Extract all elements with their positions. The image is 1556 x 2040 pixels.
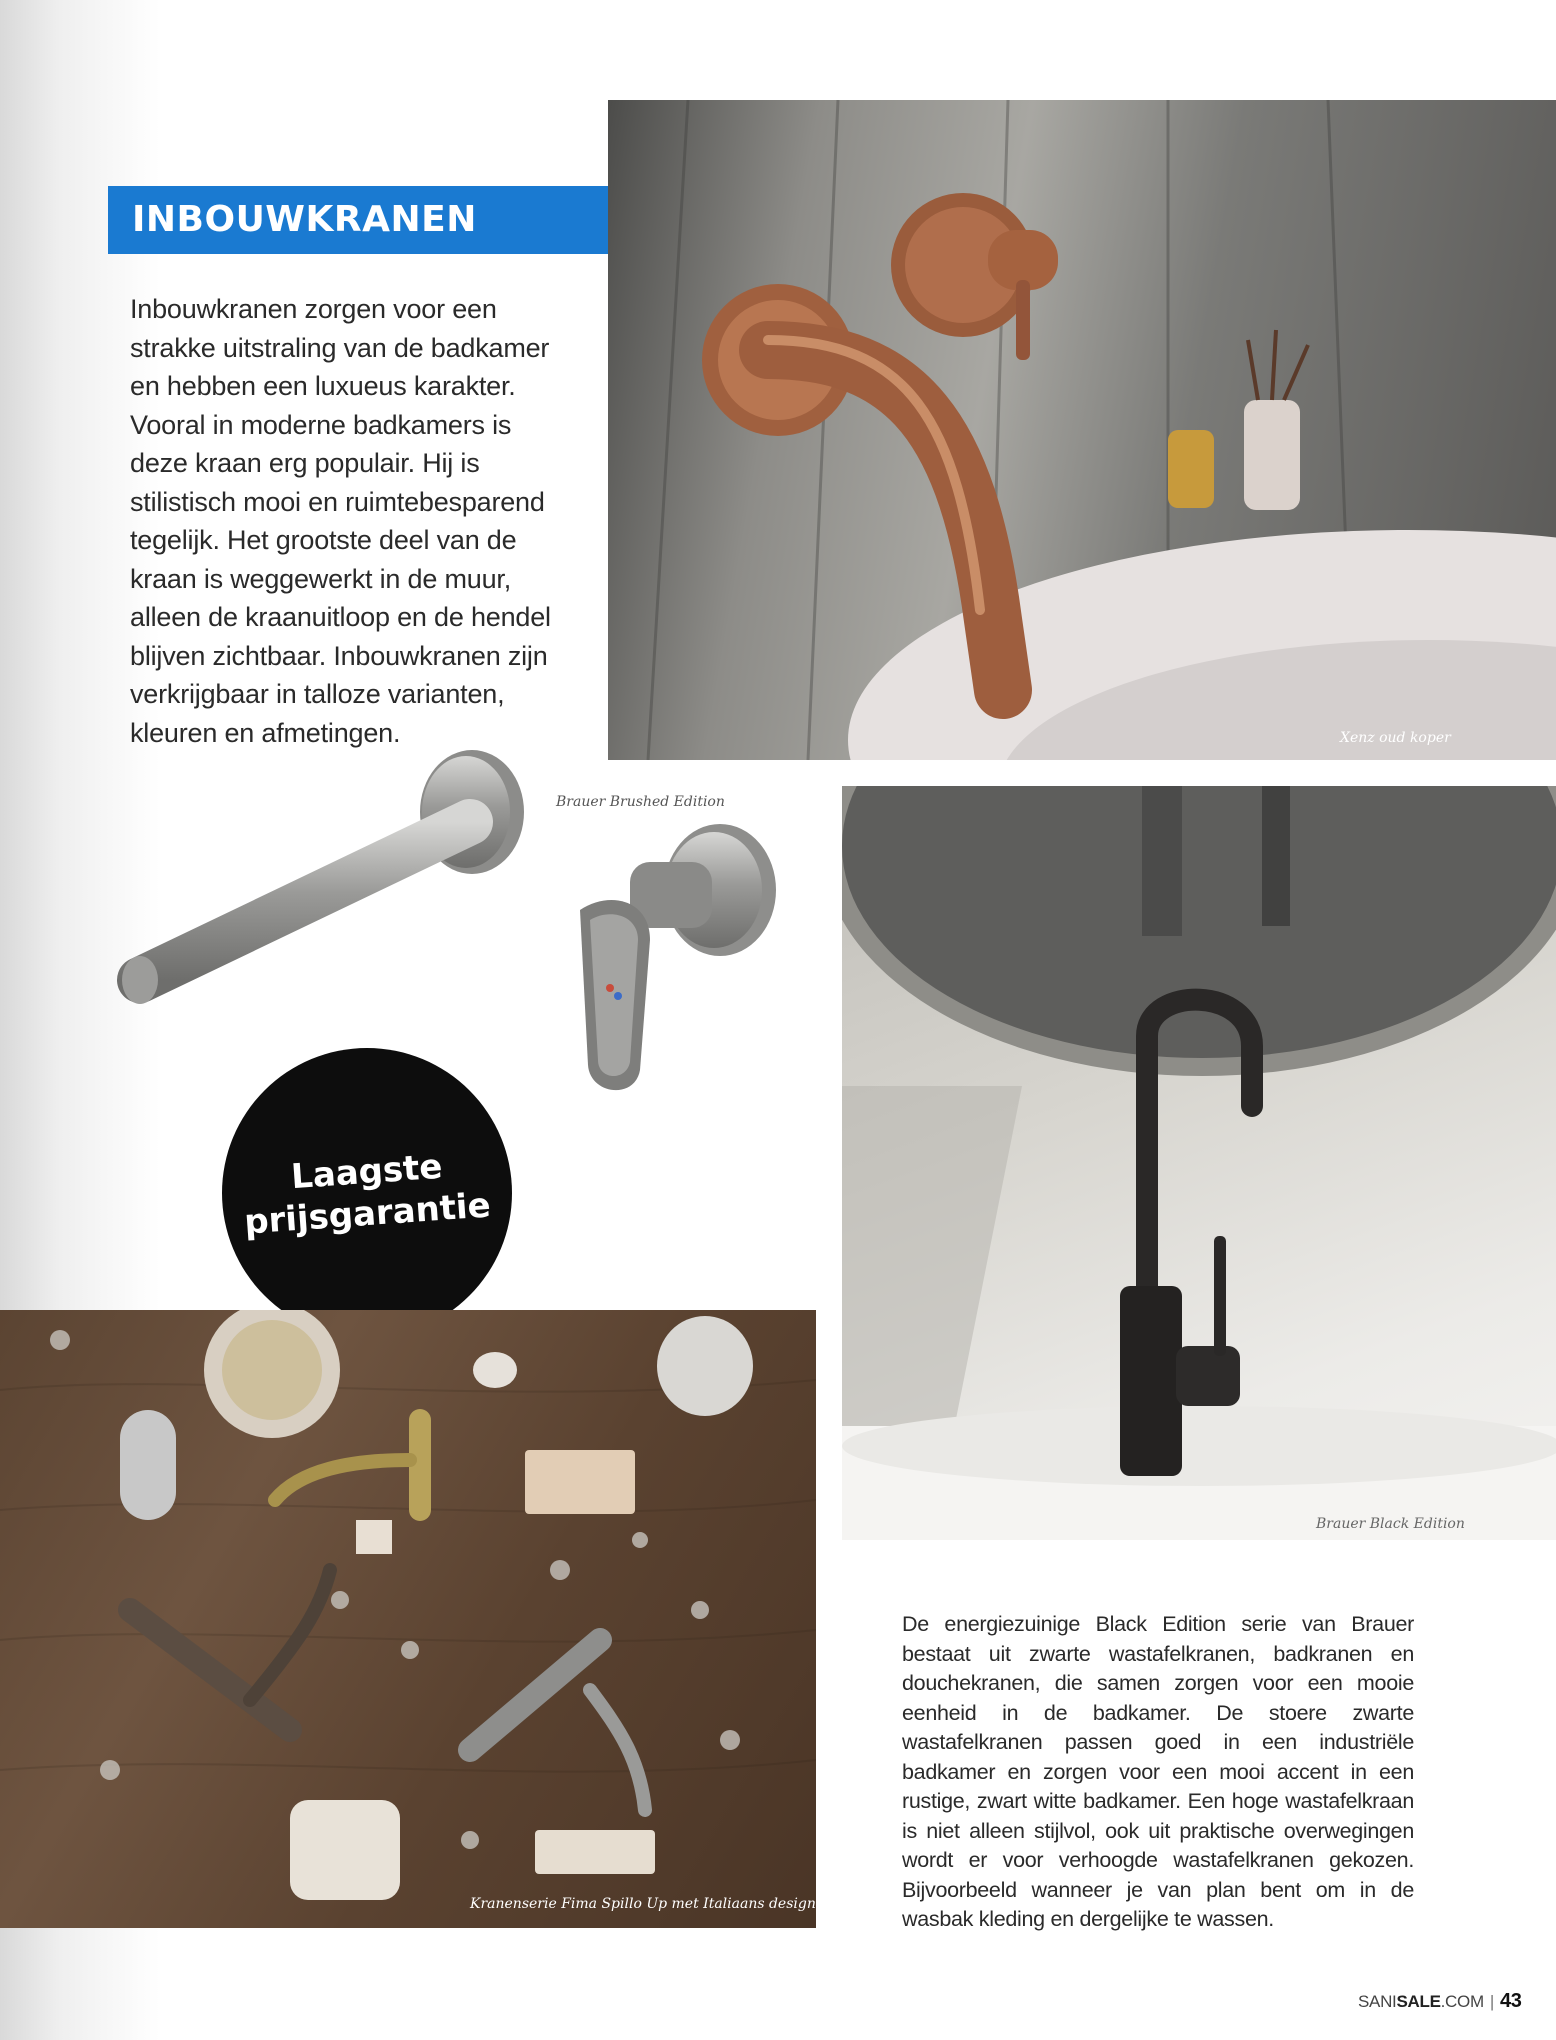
photo-flatlay-faucets [0, 1310, 816, 1928]
intro-paragraph [130, 290, 580, 752]
intro-line: Vooral in moderne badkamers is [130, 409, 512, 440]
intro-line: kraan is weggewerkt in de muur, [130, 563, 511, 594]
black-edition-paragraph: De energiezuinige Black Edition serie van Brauer bestaat uit zwarte wastafelkranen, badkranen en douchekranen, die samen zorgen voor een mooie eenheid in de badkamer. De stoere zwarte wastafelkranen passen goed in een industriële badkamer en zorgen voor een mooi accent in een rustige, zwart witte badkamer. Een hoge wastafelkraan is niet alleen stijlvol, ook uit praktische overwegingen wordt er voor verhoogde wastafelkranen gekozen. Bijvoorbeeld wanneer je van plan bent om in de wasbak kleding en dergelijke te wassen. [902, 1612, 1414, 1931]
intro-line: strakke uitstraling van de badkamer [130, 332, 550, 363]
badge-line-2: prijsgarantie [242, 1185, 492, 1243]
section-heading: INBOUWKRANEN [108, 186, 686, 254]
caption-black: Brauer Black Edition [1316, 1516, 1465, 1532]
site-prefix: SANI [1358, 1992, 1397, 2011]
intro-line: tegelijk. Het grootste deel van de [130, 525, 517, 555]
intro-line: Inbouwkranen zorgen voor een [130, 294, 497, 324]
intro-line: verkrijgbaar in talloze varianten, [130, 679, 505, 709]
site-suffix: .COM [1440, 1992, 1484, 2011]
site-bold: SALE [1396, 1992, 1441, 2011]
intro-line: deze kraan erg populair. Hij is [130, 448, 480, 478]
caption-copper: Xenz oud koper [1340, 730, 1451, 746]
intro-line: stilistisch mooi en ruimtebesparend [130, 486, 545, 517]
caption-flatlay: Kranenserie Fima Spillo Up met Italiaans design [470, 1896, 816, 1912]
intro-line: kleuren en afmetingen. [130, 717, 401, 748]
photo-copper-faucet [608, 100, 1556, 760]
page-footer [1358, 1990, 1522, 2013]
lowest-price-badge [222, 1048, 512, 1338]
page-number: 43 [1499, 1990, 1522, 2012]
badge-line-1: Laagste [290, 1146, 444, 1198]
intro-line: alleen de kraanuitloop en de hendel [130, 602, 551, 632]
footer-separator: | [1489, 1992, 1494, 2011]
intro-line: blijven zichtbaar. Inbouwkranen zijn [130, 640, 548, 671]
photo-black-faucet [842, 786, 1556, 1540]
intro-line: en hebben een luxueus karakter. [130, 371, 516, 401]
caption-brushed: Brauer Brushed Edition [556, 794, 725, 810]
